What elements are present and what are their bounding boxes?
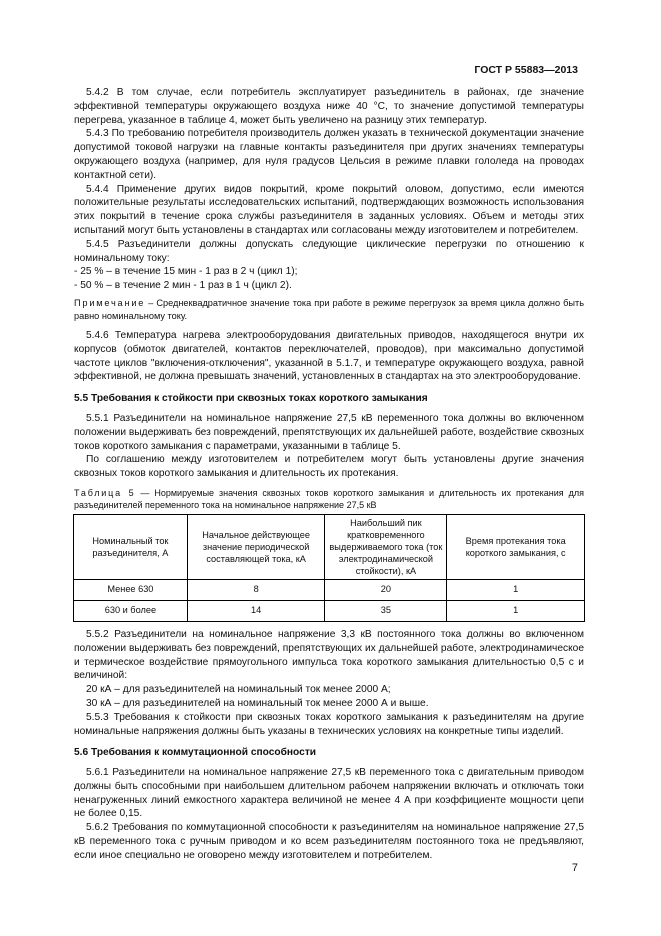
document-header: ГОСТ Р 55883—2013 (474, 64, 578, 76)
table-header-cell: Время протекания тока короткого замыкания, с (447, 514, 585, 579)
table-caption-label: Таблица 5 (74, 487, 136, 498)
paragraph-5-4-6: 5.4.6 Температура нагрева электрооборудования двигательных приводов, находящегося внутри их корпусов (обмоток двигателей, контактов переключателей, проводов), при максимально допустимой частоте циклов "включения-отключения", указанной в 5.1.7, и температуре окружающего воздуха, равной эффективной, не должна превышать значений, установленных в стандартах на это электрооборудование. (74, 329, 584, 383)
table-caption (74, 487, 584, 511)
table-header-cell: Наибольший пик кратковременного выдерживаемого тока (ток электродинамической стойкости), кА (325, 514, 447, 579)
paragraph-5-4-3: 5.4.3 По требованию потребителя производитель должен указать в технической документации значение допустимой токовой нагрузки на главные контакты разъединителя при других значениях температуры окружающего воздуха (например, для нуля градусов Цельсия в режиме плавки гололеда на проводах контактной сети). (74, 128, 584, 181)
paragraph-5-5-1-agreement: По соглашению между изготовителем и потребителем могут быть установлены другие значения сквозных токов короткого замыкания и длительность их протекания. (74, 454, 584, 480)
table-cell: 20 (325, 579, 447, 600)
table-cell: 1 (447, 600, 585, 621)
paragraph-5-4-2: 5.4.2 В том случае, если потребитель эксплуатирует разъединитель в районах, где значение эффективной температуры окружающего воздуха ниже 40 °С, то значение допустимой температуры перегрева, указанное в таблице 4, может быть увеличено на разницу этих температур. (74, 87, 584, 126)
table-header-row (74, 514, 585, 579)
list-item-cycle-1: - 25 % – в течение 15 мин - 1 раз в 2 ч (цикл 1); (74, 266, 298, 278)
paragraph-5-5-2: 5.5.2 Разъединители на номинальное напряжение 3,3 кВ постоянного тока должны во включенном положении выдерживать без повреждений, препятствующих их дальнейшей работе, электродинамическое и термическое воздействие прямоугольного импульса тока короткого замыкания длительностью 0,5 с и величиной: (74, 628, 584, 682)
table-cell: 14 (187, 600, 325, 621)
table-5 (73, 514, 585, 622)
page-body (74, 86, 584, 863)
table-header-cell: Номинальный ток разъединителя, А (74, 514, 188, 579)
paragraph-5-5-1: 5.5.1 Разъединители на номинальное напряжение 27,5 кВ переменного тока должны во включенном положении выдерживать без повреждений, препятствующих их дальнейшей работе, воздействие сквозных токов короткого замыкания с параметрами, указанными в таблице 5. (74, 412, 584, 452)
table-cell: 630 и более (74, 600, 188, 621)
table-cell: 35 (325, 600, 447, 621)
list-item-20ka: 20 кА – для разъединителей на номинальный ток менее 2000 А; (86, 684, 391, 696)
note-label: Примечание (74, 297, 146, 308)
table-caption-text: — Нормируемые значения сквозных токов короткого замыкания и длительность их протекания для разъединителей переменного тока на номинальное напряжение 27,5 кВ (74, 487, 584, 510)
table-cell: Менее 630 (74, 579, 188, 600)
paragraph-5-4-5: 5.4.5 Разъединители должны допускать следующие циклические перегрузки по отношению к номинальному току: (74, 238, 584, 264)
table-row (74, 579, 585, 600)
table-cell: 8 (187, 579, 325, 600)
table-row (74, 600, 585, 621)
page-number: 7 (571, 862, 578, 874)
section-heading-5-6: 5.6 Требования к коммутационной способности (74, 747, 317, 759)
paragraph-5-4-4: 5.4.4 Применение других видов покрытий, кроме покрытий оловом, допустимо, если имеются положительные результаты исследовательских испытаний, подтверждающих возможность использования этих покрытий в течение срока службы разъединителя в заданных условиях. Объем и методы этих испытаний могут быть установлены в стандартах или согласованы между изготовителем и потребителем. (74, 183, 584, 236)
note-text: – Среднеквадратичное значение тока при работе в режиме перегрузок за время цикла должно быть равно номинальному току. (74, 297, 584, 321)
list-item-cycle-2: - 50 % – в течение 2 мин - 1 раз в 1 ч (цикл 2). (74, 280, 292, 292)
paragraph-5-6-1: 5.6.1 Разъединители на номинальное напряжение 27,5 кВ переменного тока с двигательным приводом должны быть способными при наибольшем длительном рабочем напряжении включать и отключать токи ненагруженных линий емкостного характера величиной не менее 4 А при коэффициенте мощности цепи не более 0,15. (74, 767, 584, 820)
table-header-cell: Начальное действующее значение периодической составляющей тока, кА (187, 514, 325, 579)
paragraph-5-6-2: 5.6.2 Требования по коммутационной способности к разъединителям на номинальное напряжение 27,5 кВ переменного тока с ручным приводом и ко всем разъединителям постоянного тока не предъявляют, если иное специально не оговорено между изготовителем и потребителем. (74, 822, 584, 861)
table-cell: 1 (447, 579, 585, 600)
paragraph-5-5-3: 5.5.3 Требования к стойкости при сквозных токах короткого замыкания к разъединителям на другие номинальные напряжения должны быть указаны в технических условиях на конкретные типы изделий. (74, 711, 584, 737)
note (74, 297, 584, 323)
section-heading-5-5: 5.5 Требования к стойкости при сквозных токах короткого замыкания (74, 393, 428, 405)
list-item-30ka: 30 кА – для разъединителей на номинальный ток менее 2000 А и выше. (86, 697, 429, 709)
